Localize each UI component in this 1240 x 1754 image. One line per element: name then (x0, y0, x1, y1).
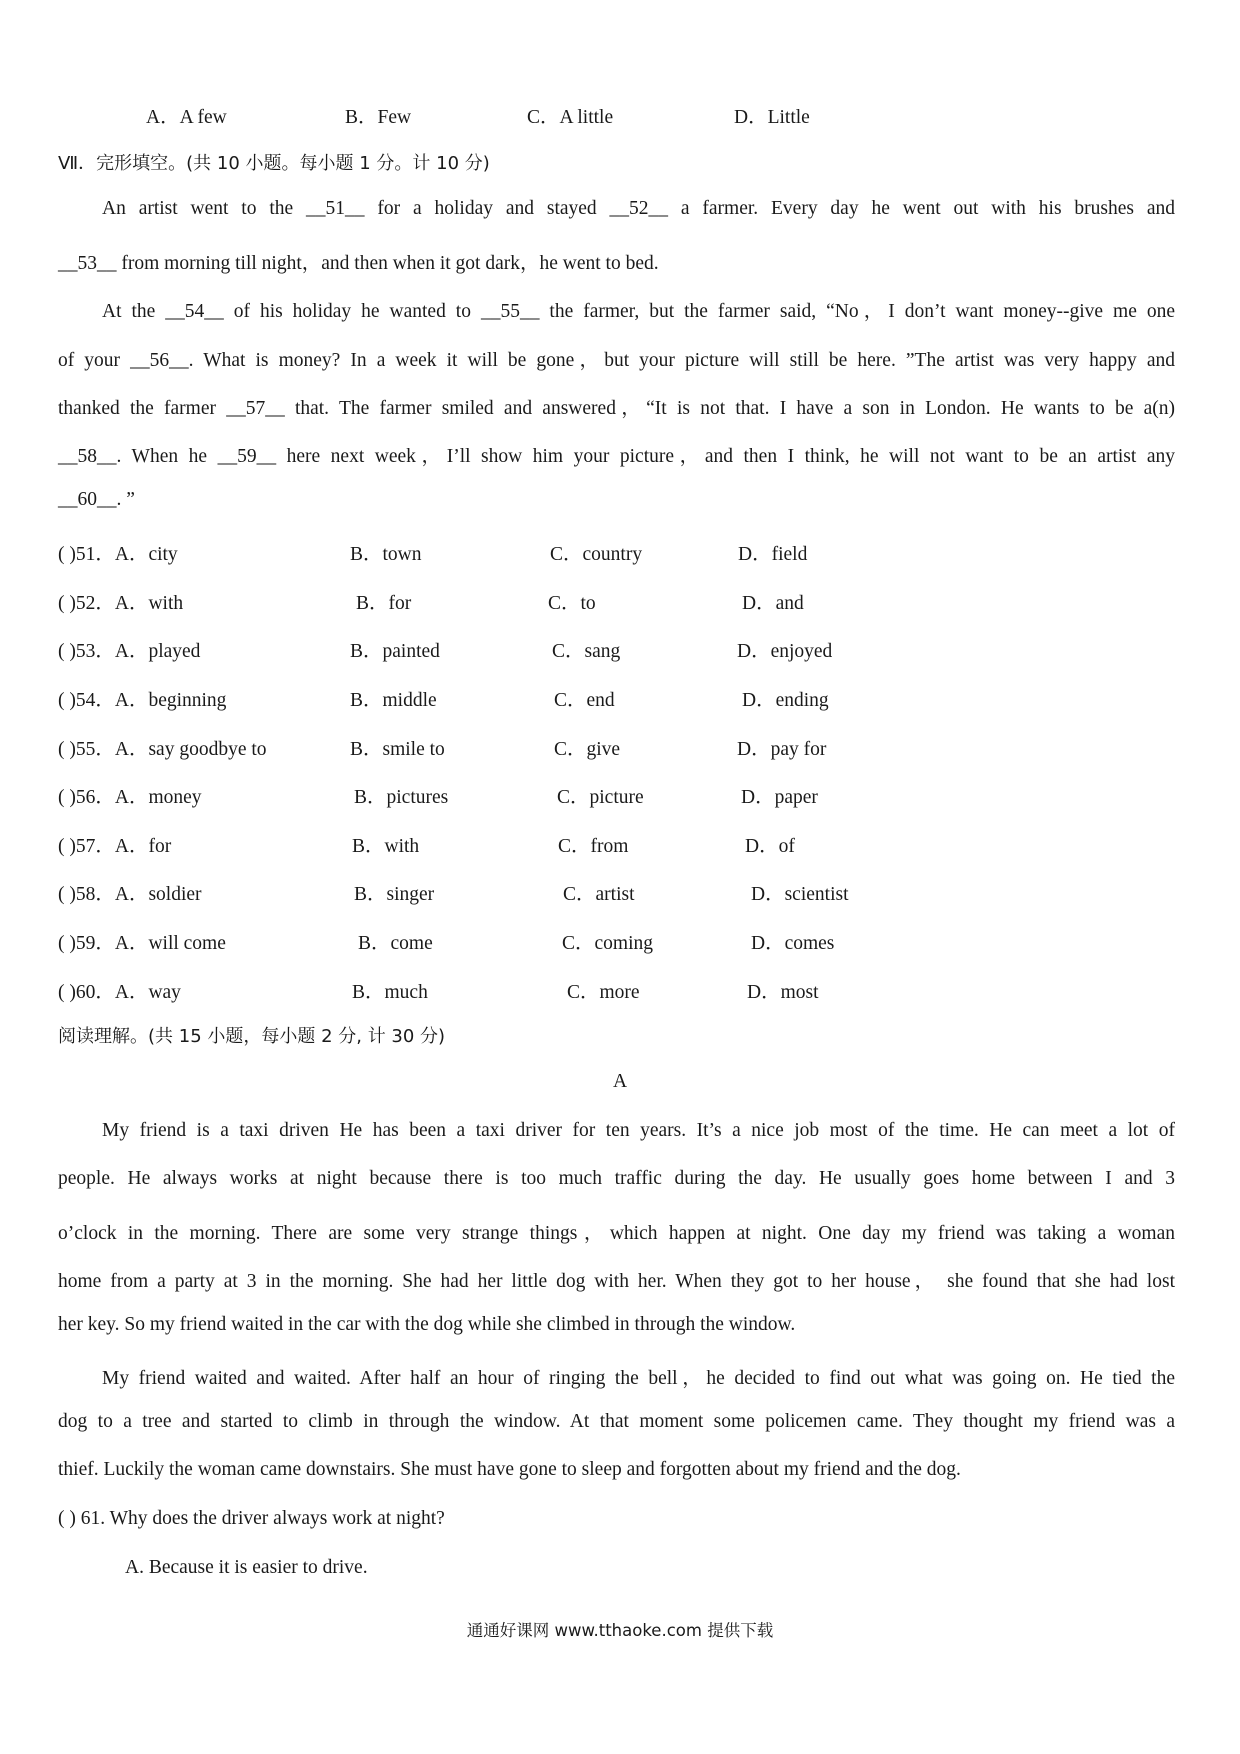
option-b: B．much (352, 982, 428, 1003)
question-number: ( )53．A．played (58, 641, 201, 662)
option-c: C．to (548, 593, 596, 614)
reading-part-label: A (612, 1071, 628, 1092)
option-b: B．town (350, 544, 422, 565)
option-d: D．and (742, 593, 804, 614)
section7-heading: Ⅶ．完形填空。(共 10 小题。每小题 1 分。计 10 分) (58, 153, 490, 174)
reading-line-2: people. He always works at night because there is too much traffic during the day. He usually goes home between I and 3 (58, 1168, 1175, 1189)
option-c: C．end (554, 690, 615, 711)
option-d: D．field (738, 544, 808, 565)
option-d: D．pay for (737, 739, 827, 760)
prev-option-b: B．Few (345, 107, 412, 128)
reading-line-5: her key. So my friend waited in the car with the dog while she climbed in through the window. (58, 1314, 796, 1335)
cloze-line-3: At the __54__ of his holiday he wanted to __55__ the farmer, but the farmer said, “No，I don’t want money--give me one (102, 301, 1175, 322)
question-61-option-a: A. Because it is easier to drive. (125, 1557, 368, 1578)
question-number: ( )51．A．city (58, 544, 178, 565)
option-b: B．pictures (354, 787, 449, 808)
cloze-line-5: thanked the farmer __57__ that. The farmer smiled and answered，“It is not that. I have a son in London. He wants to be a(n) (58, 398, 1175, 419)
reading-heading: 阅读理解。(共 15 小题，每小题 2 分, 计 30 分) (58, 1026, 446, 1047)
option-c: C．artist (563, 884, 635, 905)
reading-line-6: My friend waited and waited. After half an hour of ringing the bell，he decided to find out what was going on. He tied the (102, 1368, 1175, 1389)
question-number: ( )54．A．beginning (58, 690, 227, 711)
option-b: B．middle (350, 690, 437, 711)
question-number: ( )56．A．money (58, 787, 202, 808)
option-b: B．for (356, 593, 412, 614)
option-b: B．with (352, 836, 420, 857)
option-d: D．scientist (751, 884, 849, 905)
question-number: ( )60．A．way (58, 982, 181, 1003)
question-number: ( )55．A．say goodbye to (58, 739, 267, 760)
option-c: C．coming (562, 933, 653, 954)
option-b: B．come (358, 933, 433, 954)
option-c: C．picture (557, 787, 644, 808)
reading-line-3: o’clock in the morning. There are some very strange things，which happen at night. One day my friend was taking a woman (58, 1223, 1175, 1244)
question-number: ( )52．A．with (58, 593, 184, 614)
question-number: ( )59．A．will come (58, 933, 226, 954)
prev-option-c: C．A little (527, 107, 614, 128)
prev-option-d: D．Little (734, 107, 810, 128)
option-c: C．sang (552, 641, 621, 662)
reading-line-7: dog to a tree and started to climb in through the window. At that moment some policemen came. They thought my friend was a (58, 1411, 1175, 1432)
question-number: ( )58．A．soldier (58, 884, 202, 905)
cloze-line-7: __60__. ” (58, 489, 135, 510)
page-footer: 通通好课网 www.tthaoke.com 提供下载 (466, 1621, 774, 1640)
cloze-line-6: __58__. When he __59__ here next week，I’ll show him your picture，and then I think, he will not want to be an artist any (58, 446, 1175, 467)
reading-line-8: thief. Luckily the woman came downstairs. She must have gone to sleep and forgotten about my friend and the dog. (58, 1459, 961, 1480)
reading-line-4: home from a party at 3 in the morning. She had her little dog with her. When they got to her house， she found that she had lost (58, 1271, 1175, 1292)
option-c: C．from (558, 836, 629, 857)
option-d: D．paper (741, 787, 818, 808)
option-c: C．give (554, 739, 621, 760)
cloze-line-1: An artist went to the __51__ for a holiday and stayed __52__ a farmer. Every day he went out with his brushes and (102, 198, 1175, 219)
question-number: ( )57．A．for (58, 836, 172, 857)
cloze-line-2: __53__ from morning till night，and then when it got dark，he went to bed. (58, 253, 659, 274)
option-d: D．ending (742, 690, 829, 711)
option-d: D．comes (751, 933, 835, 954)
option-d: D．enjoyed (737, 641, 833, 662)
option-c: C．country (550, 544, 643, 565)
question-61: ( ) 61. Why does the driver always work at night? (58, 1508, 445, 1529)
option-d: D．of (745, 836, 795, 857)
reading-line-1: My friend is a taxi driven He has been a taxi driver for ten years. It’s a nice job most of the time. He can meet a lot of (102, 1120, 1175, 1141)
option-b: B．smile to (350, 739, 445, 760)
cloze-line-4: of your __56__. What is money? In a week it will be gone，but your picture will still be here. ”The artist was very happy and (58, 350, 1175, 371)
prev-option-a: A．A few (146, 107, 227, 128)
option-b: B．painted (350, 641, 440, 662)
option-d: D．most (747, 982, 819, 1003)
option-c: C．more (567, 982, 640, 1003)
option-b: B．singer (354, 884, 435, 905)
